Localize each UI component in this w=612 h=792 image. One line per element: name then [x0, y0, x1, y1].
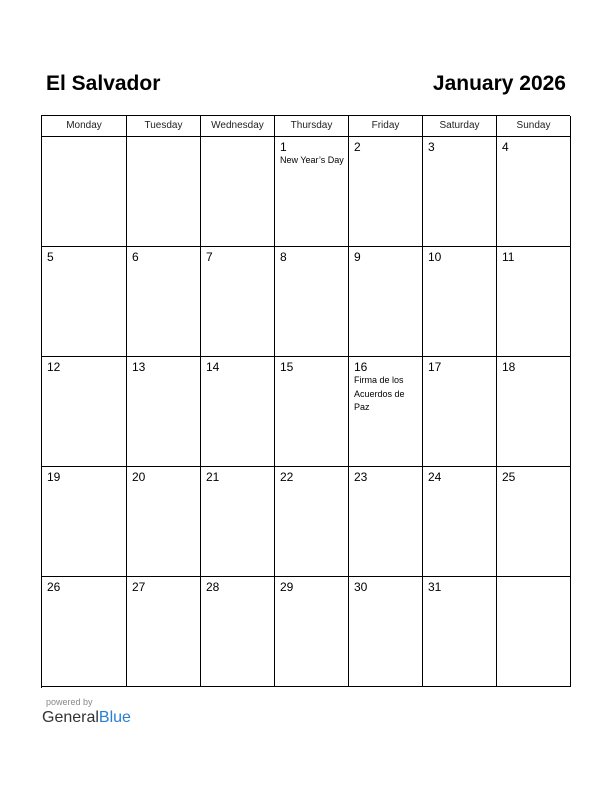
day-cell — [201, 357, 275, 467]
day-number: 3 — [428, 140, 435, 154]
day-cell — [42, 467, 127, 577]
day-cell — [349, 467, 423, 577]
month-title: January 2026 — [432, 72, 566, 95]
day-cell — [201, 577, 275, 687]
day-cell — [275, 357, 349, 467]
day-number: 13 — [132, 360, 146, 374]
day-cell — [42, 577, 127, 687]
day-cell — [349, 137, 423, 247]
weekday-header-tuesday: Tuesday — [127, 116, 201, 137]
day-number: 9 — [354, 250, 361, 264]
day-number: 11 — [502, 250, 515, 264]
day-cell — [423, 247, 497, 357]
day-number: 10 — [428, 250, 442, 264]
day-number: 22 — [280, 470, 294, 484]
day-cell — [275, 577, 349, 687]
day-number: 26 — [47, 580, 61, 594]
day-number: 18 — [502, 360, 516, 374]
day-cell — [42, 247, 127, 357]
day-number: 2 — [354, 140, 361, 154]
day-event: New Year’s Day — [280, 155, 344, 165]
day-cell — [349, 247, 423, 357]
day-cell — [423, 137, 497, 247]
day-number: 19 — [47, 470, 61, 484]
day-number: 20 — [132, 470, 146, 484]
calendar-grid — [41, 115, 570, 688]
day-number: 15 — [280, 360, 294, 374]
day-number: 31 — [428, 580, 442, 594]
day-number: 7 — [206, 250, 213, 264]
brand-logo[interactable] — [42, 708, 131, 728]
day-number: 24 — [428, 470, 442, 484]
day-number: 25 — [502, 470, 516, 484]
day-number: 27 — [132, 580, 146, 594]
day-cell — [423, 577, 497, 687]
day-cell — [423, 467, 497, 577]
day-number: 12 — [47, 360, 61, 374]
brand-blue-text: Blue — [98, 709, 131, 726]
day-number: 21 — [206, 470, 220, 484]
day-cell — [497, 577, 571, 687]
day-number: 23 — [354, 470, 368, 484]
brand-general-text: General — [42, 709, 99, 726]
day-cell — [201, 467, 275, 577]
day-number: 1 — [280, 140, 287, 154]
day-cell — [423, 357, 497, 467]
day-number: 30 — [354, 580, 368, 594]
day-number: 17 — [428, 360, 442, 374]
day-cell — [275, 247, 349, 357]
powered-by-label: powered by — [46, 697, 93, 707]
day-cell — [42, 137, 127, 247]
weekday-header-wednesday: Wednesday — [201, 116, 275, 137]
day-cell — [127, 357, 201, 467]
weekday-header-sunday: Sunday — [497, 116, 571, 137]
day-number: 28 — [206, 580, 220, 594]
day-number: 6 — [132, 250, 139, 264]
weekday-header-monday: Monday — [42, 116, 127, 137]
day-number: 29 — [280, 580, 294, 594]
day-cell — [42, 357, 127, 467]
day-cell — [275, 137, 349, 247]
day-cell — [201, 137, 275, 247]
day-cell — [497, 137, 571, 247]
day-cell — [497, 467, 571, 577]
day-event: Firma de los Acuerdos de Paz — [354, 375, 405, 412]
day-cell — [497, 357, 571, 467]
country-title: El Salvador — [46, 72, 161, 95]
day-cell — [349, 577, 423, 687]
weekday-header-saturday: Saturday — [423, 116, 497, 137]
day-number: 4 — [502, 140, 509, 154]
day-cell — [201, 247, 275, 357]
day-cell — [349, 357, 423, 467]
weekday-header-thursday: Thursday — [275, 116, 349, 137]
day-cell — [127, 137, 201, 247]
day-cell — [127, 467, 201, 577]
weekday-header-friday: Friday — [349, 116, 423, 137]
day-cell — [497, 247, 571, 357]
day-number: 8 — [280, 250, 287, 264]
day-cell — [275, 467, 349, 577]
day-cell — [127, 577, 201, 687]
day-number: 14 — [206, 360, 220, 374]
day-number: 5 — [47, 250, 54, 264]
day-number: 16 — [354, 360, 368, 374]
day-cell — [127, 247, 201, 357]
